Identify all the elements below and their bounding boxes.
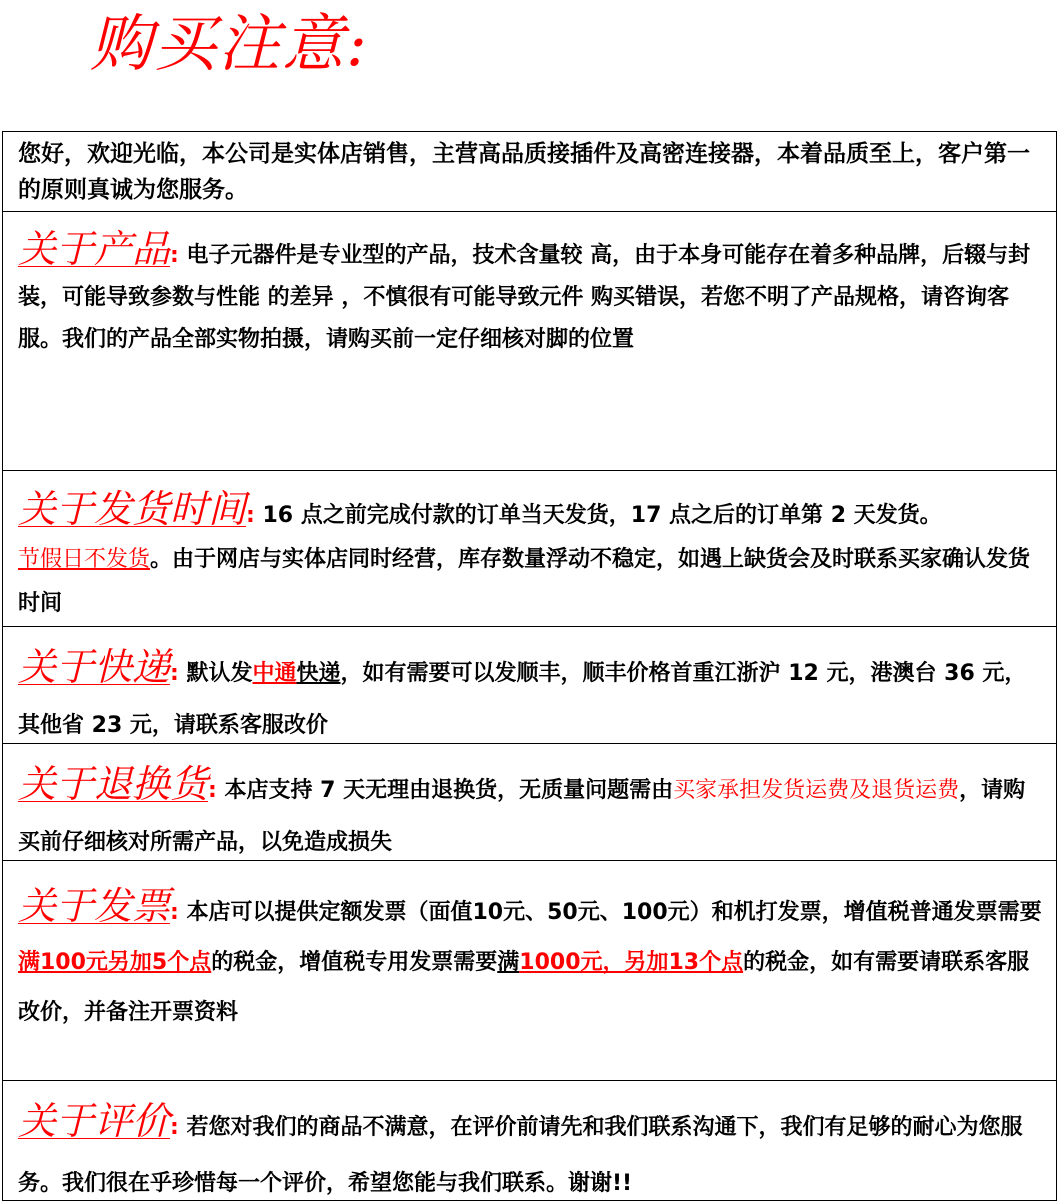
returns-text-2: ，请购买前仔细核对所需产品，以免造成损失 (18, 778, 1026, 855)
product-heading: 关于产品 (18, 227, 171, 271)
express-carrier-suffix: 快递 (296, 661, 341, 686)
review-section (3, 1080, 1056, 1200)
returns-highlight: 买家承担发货运费及退货运费 (673, 778, 960, 803)
express-pre: 默认发 (186, 661, 253, 686)
product-colon: : (170, 243, 179, 268)
express-text: ，如有需要可以发顺丰，顺丰价格首重江浙沪 12 元，港澳台 36 元，其他省 23 元，请联系客服改价 (18, 661, 1027, 738)
review-text: 若您对我们的商品不满意，在评价前请先和我们联系沟通下，我们有足够的耐心为您服务。我们很在乎珍惜每一个评价，希望您能与我们联系。谢谢!! (18, 1115, 1023, 1196)
express-section (3, 626, 1056, 743)
invoice-heading: 关于发票 (18, 884, 171, 928)
invoice-colon: : (170, 900, 179, 925)
review-heading: 关于评价 (18, 1099, 171, 1143)
intro-section (3, 132, 1056, 211)
invoice-highlight-2-prefix: 满 (497, 950, 520, 975)
returns-text-1: 本店支持 7 天无理由退换货，无质量问题需由 (224, 778, 674, 803)
page-title: 购买注意: (90, 7, 369, 80)
shipping-section (3, 470, 1056, 626)
product-text: 电子元器件是专业型的产品，技术含量较 高，由于本身可能存在着多种品牌，后辍与封装，可能导致参数与性能 的差异 ，不慎很有可能导致元件 购买错误，若您不明了产品规格，请咨询客服。我们的产品全部实物拍摄，请购买前一定仔细核对脚的位置 (18, 243, 1031, 352)
invoice-text-1: 本店可以提供定额发票（面值10元、50元、100元）和机打发票，增值税普通发票需要 (186, 900, 1042, 925)
product-section (3, 211, 1056, 470)
invoice-text-2: 的税金，增值税专用发票需要 (211, 950, 498, 975)
express-heading: 关于快递 (18, 645, 171, 689)
invoice-highlight-1: 满100元另加5个点 (18, 950, 212, 975)
invoice-highlight-2: 1000元，另加13个点 (519, 950, 744, 975)
invoice-section (3, 860, 1056, 1080)
invoice-text-3: 的税金，如有需要请联系客服改价，并备注开票资料 (18, 950, 1030, 1025)
shipping-text-2: 。由于网店与实体店同时经营，库存数量浮动不稳定，如遇上缺货会及时联系买家确认发货时间 (18, 547, 1031, 616)
review-colon: : (170, 1115, 179, 1140)
shipping-colon: : (246, 503, 255, 528)
express-colon: : (170, 661, 179, 686)
returns-heading: 关于退换货 (18, 762, 209, 806)
returns-colon: : (208, 778, 217, 803)
returns-section (3, 743, 1056, 860)
express-carrier: 中通 (252, 661, 297, 686)
shipping-heading: 关于发货时间 (18, 487, 247, 531)
intro-text: 您好，欢迎光临，本公司是实体店销售，主营高品质接插件及高密连接器，本着品质至上，客户第一的原则真诚为您服务。 (18, 141, 1030, 203)
notice-table (2, 131, 1057, 1201)
shipping-text-1: 16 点之前完成付款的订单当天发货，17 点之后的订单第 2 天发货。 (262, 503, 942, 528)
holiday-notice: 节假日不发货 (18, 547, 151, 572)
